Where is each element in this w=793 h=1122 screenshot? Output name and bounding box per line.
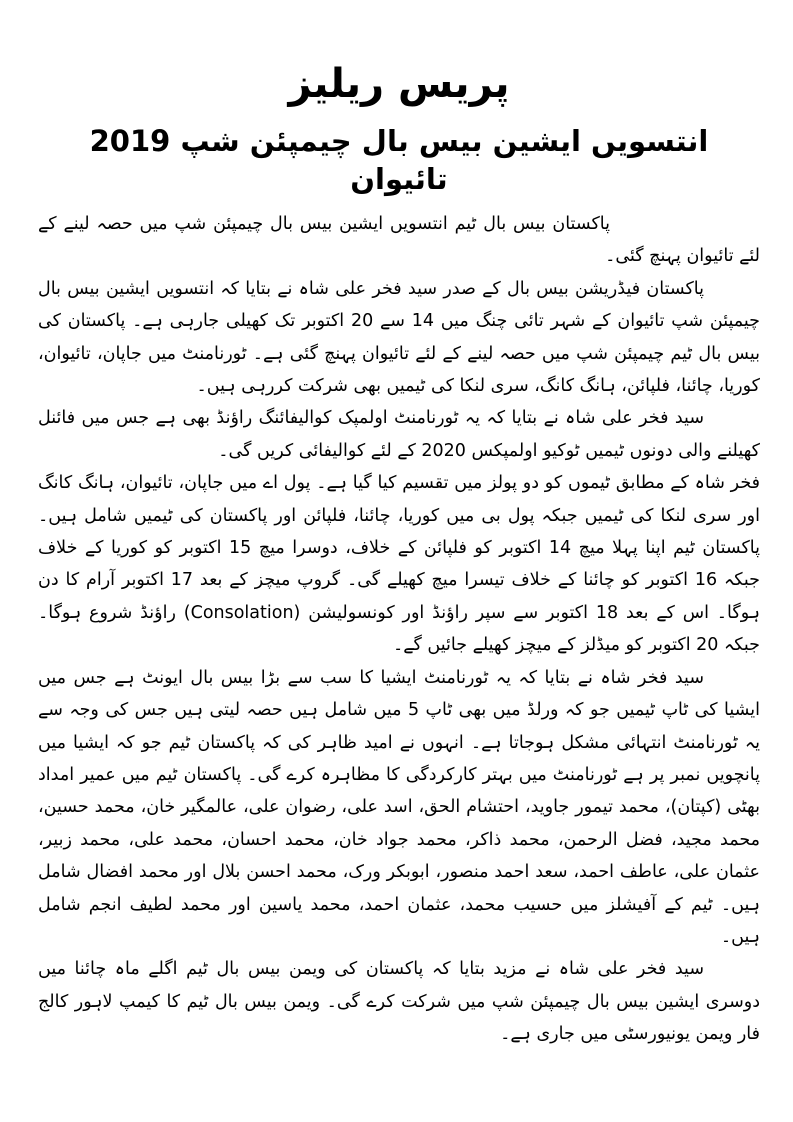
paragraph-women-team: سید فخر علی شاہ نے مزید بتایا کہ پاکستان کی ویمن بیس بال ٹیم اگلے ماہ چائنا میں دوسری ایشین بیس بال چیمپئن شپ میں شرکت کرے گی۔ ویمن بیس بال ٹیم کا کیمپ لاہور کالج فار ویمن یونیورسٹی میں جاری ہے۔ bbox=[38, 959, 760, 1045]
paragraph-olympic-qualifier: سید فخر علی شاہ نے بتایا کہ یہ ٹورنامنٹ اولمپک کوالیفائنگ راؤنڈ بھی ہے جس میں فائنل کھیلنے والی دونوں ٹیمیں ٹوکیو اولمپکس 2020 کے لئے کوالیفائی کریں گی۔ bbox=[38, 408, 760, 461]
page-subtitle: انتسویں ایشین بیس بال چیمپئن شپ 2019 تائیوان bbox=[89, 124, 709, 196]
page-title: پریس ریلیز bbox=[288, 61, 510, 107]
paragraph-pools-schedule: فخر شاہ کے مطابق ٹیموں کو دو پولز میں تقسیم کیا گیا ہے۔ پول اے میں جاپان، تائیوان، ہانگ کانگ اور سری لنکا کی ٹیمیں جبکہ پول بی میں کوریا، چائنا، فلپائن اور پاکستان کی ٹیمیں شامل ہیں۔ پاکستان ٹیم اپنا پہلا میچ 14 اکتوبر کو فلپائن کے خلاف، دوسرا میچ 15 اکتوبر کو کوریا کے خلاف جبکہ 16 اکتوبر کو چائنا کے خلاف تیسرا میچ کھیلے گی۔ گروپ میچز کے بعد 17 اکتوبر آرام کا دن ہوگا۔ اس کے بعد 18 اکتوبر سے سپر راؤنڈ اور کونسولیشن (Consolation) راؤنڈ شروع ہوگا۔ جبکہ 20 اکتوبر کو میڈلز کے میچز کھیلے جائیں گے۔ bbox=[38, 473, 761, 656]
paragraph-championship-details: پاکستان فیڈریشن بیس بال کے صدر سید فخر علی شاہ نے بتایا کہ انتسویں ایشین بیس بال چیمپئن شپ تائیوان کے شہر تائی چنگ میں 14 سے 20 اکتوبر تک کھیلی جارہی ہے۔ پاکستان کی بیس بال ٹیم چیمپئن شپ میں حصہ لینے کے لئے تائیوان پہنچ گئی ہے۔ ٹورنامنٹ میں جاپان، تائیوان، کوریا، چائنا، فلپائن، ہانگ کانگ، سری لنکا کی ٹیمیں بھی شرکت کررہی ہیں۔ bbox=[38, 278, 760, 397]
press-release-page bbox=[38, 58, 760, 1051]
press-release-body bbox=[38, 208, 760, 1051]
paragraph-team-roster: سید فخر شاہ نے بتایا کہ یہ ٹورنامنٹ ایشیا کا سب سے بڑا بیس بال ایونٹ ہے جس میں ایشیا کی ٹاپ ٹیمیں جو کہ ورلڈ میں بھی ٹاپ 5 میں شامل ہیں حصہ لیتی ہیں جس کی وجہ سے یہ ٹورنامنٹ انتہائی مشکل ہوجاتا ہے۔ انہوں نے امید ظاہر کی کہ پاکستان ٹیم جو کہ ایشیا میں پانچویں نمبر پر ہے ٹورنامنٹ میں بہتر کارکردگی کا مظاہرہ کرے گی۔ پاکستان ٹیم میں عمیر امداد بھٹی (کپتان)، محمد تیمور جاوید، احتشام الحق، اسد علی، رضوان علی، عالمگیر خان، محمد حسین، محمد مجید، فضل الرحمن، محمد ذاکر، محمد جواد خان، محمد احسان، محمد علی، محمد زبیر، عثمان علی، عاطف احمد، سعد احمد منصور، ابوبکر ورک، محمد احسن بلال اور محمد افضال شامل ہیں۔ ٹیم کے آفیشلز میں حسیب محمد، عثمان احمد، محمد یاسین اور محمد لطیف انجم شامل ہیں۔ bbox=[38, 667, 761, 947]
paragraph-arrival: پاکستان بیس بال ٹیم انتسویں ایشین بیس بال چیمپئن شپ میں حصہ لینے کے لئے تائیوان پہنچ گئی۔ bbox=[38, 214, 760, 267]
